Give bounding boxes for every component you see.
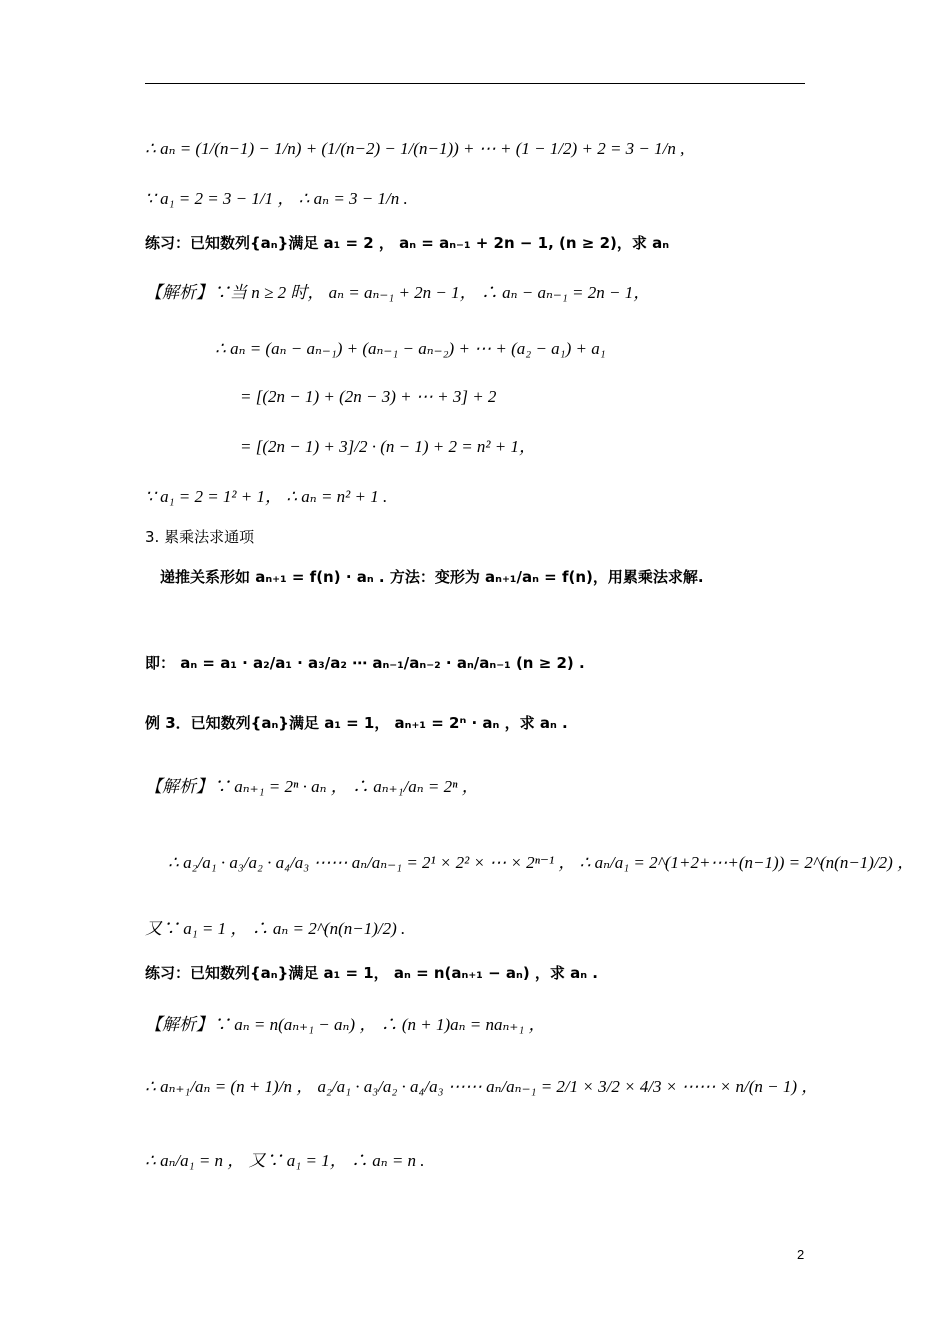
solution-1-line-3: = [(2n − 1) + (2n − 3) + ⋯ + 3] + 2	[240, 387, 497, 406]
exercise-2-solution-line-1: 【解析】∵ aₙ = n(aₙ₊₁ − aₙ) ， ∴ (n + 1)aₙ = naₙ₊₁ ，	[145, 1015, 546, 1034]
example-3-solution-line-3: 又∵ a₁ = 1 ， ∴ aₙ = 2^(n(n−1)/2) .	[145, 919, 406, 938]
exercise-2-solution-line-3: ∴ aₙ/a₁ = n ， 又∵ a₁ = 1， ∴ aₙ = n .	[145, 1151, 425, 1170]
example-3-statement: 例 3．已知数列{aₙ}满足 a₁ = 1， aₙ₊₁ = 2ⁿ · aₙ ，求 aₙ .	[145, 714, 568, 732]
product-formula: 即： aₙ = a₁ · a₂/a₁ · a₃/a₂ ⋯ aₙ₋₁/aₙ₋₂ · aₙ/aₙ₋₁ (n ≥ 2) .	[145, 654, 585, 672]
section-heading: 3. 累乘法求通项	[145, 528, 255, 546]
example-3-solution-line-1: 【解析】∵ aₙ₊₁ = 2ⁿ · aₙ ， ∴ aₙ₊₁/aₙ = 2ⁿ ，	[145, 777, 479, 796]
exercise-1-statement: 练习：已知数列{aₙ}满足 a₁ = 2 ， aₙ = aₙ₋₁ + 2n − 1, (n ≥ 2)，求 aₙ	[145, 234, 670, 252]
solution-1-line-5: ∵ a₁ = 2 = 1² + 1， ∴ aₙ = n² + 1 .	[145, 487, 388, 506]
equation-line-2: ∵ a₁ = 2 = 3 − 1/1 ， ∴ aₙ = 3 − 1/n .	[145, 189, 408, 208]
method-description: 递推关系形如 aₙ₊₁ = f(n) · aₙ . 方法：变形为 aₙ₊₁/aₙ = f(n)，用累乘法求解.	[160, 568, 704, 586]
exercise-2-statement: 练习：已知数列{aₙ}满足 a₁ = 1， aₙ = n(aₙ₊₁ − aₙ) ，求 aₙ .	[145, 964, 598, 982]
solution-1-line-1: 【解析】∵当 n ≥ 2 时， aₙ = aₙ₋₁ + 2n − 1， ∴ aₙ − aₙ₋₁ = 2n − 1，	[145, 283, 651, 302]
page-number: 2	[797, 1247, 805, 1262]
exercise-2-solution-line-2: ∴ aₙ₊₁/aₙ = (n + 1)/n ， a₂/a₁ · a₃/a₂ · a₄/a₃ ⋯⋯ aₙ/aₙ₋₁ = 2/1 × 3/2 × 4/3 × ⋯⋯ × n/(n − 1) ，	[145, 1077, 819, 1096]
header-rule	[145, 83, 805, 84]
example-3-solution-line-2: ∴ a₂/a₁ · a₃/a₂ · a₄/a₃ ⋯⋯ aₙ/aₙ₋₁ = 2¹ × 2² × ⋯ × 2ⁿ⁻¹ ， ∴ aₙ/a₁ = 2^(1+2+⋯+(n−1)) = 2^(n(n−1)/2) ，	[168, 853, 915, 872]
solution-1-line-4: = [(2n − 1) + 3]/2 · (n − 1) + 2 = n² + 1，	[240, 437, 536, 456]
solution-1-line-2: ∴ aₙ = (aₙ − aₙ₋₁) + (aₙ₋₁ − aₙ₋₂) + ⋯ + (a₂ − a₁) + a₁	[215, 339, 606, 358]
equation-line-1: ∴ aₙ = (1/(n−1) − 1/n) + (1/(n−2) − 1/(n−1)) + ⋯ + (1 − 1/2) + 2 = 3 − 1/n ,	[145, 139, 685, 158]
